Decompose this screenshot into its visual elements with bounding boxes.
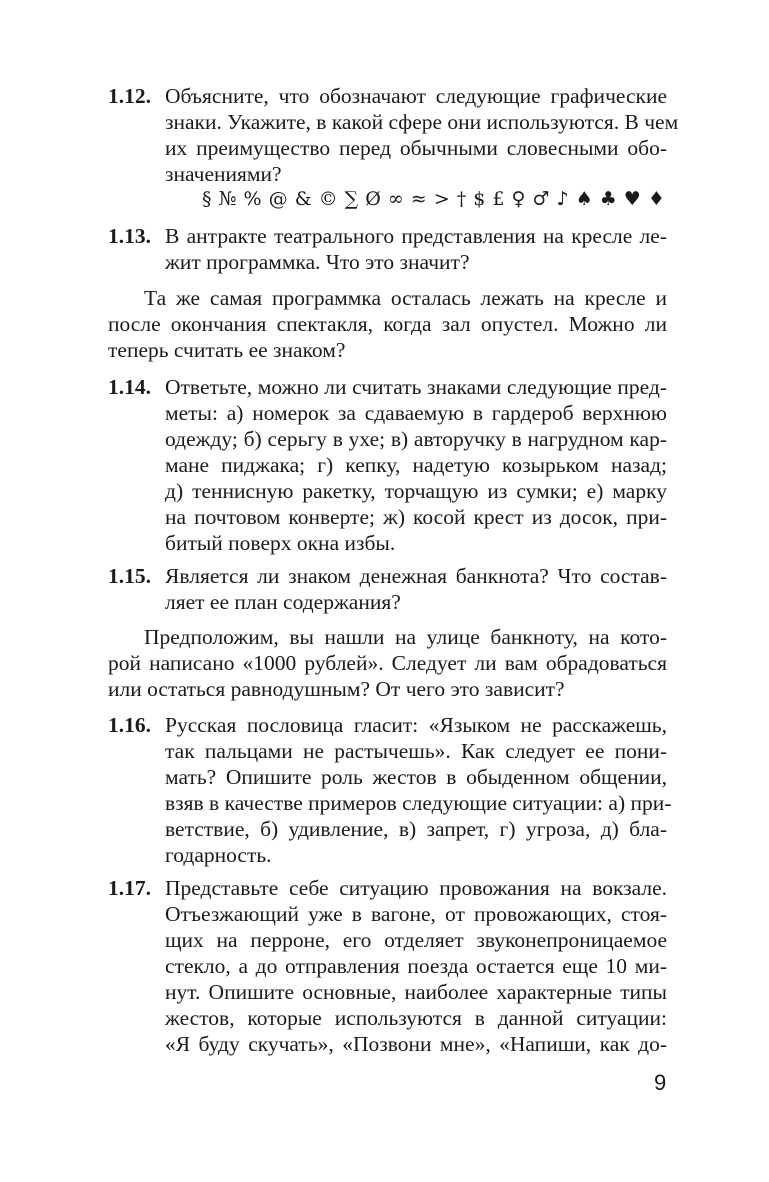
- text-line: щих на перроне, его отделяет звуконепроницаемое: [165, 928, 667, 952]
- text-line: меты: а) номерок за сдаваемую в гардероб верхнюю: [165, 401, 667, 425]
- text-line: Является ли знаком денежная банкнота? Что состав-: [165, 564, 667, 588]
- exercise-number: 1.13.: [108, 224, 151, 248]
- text-line: ветствие, б) удивление, в) запрет, г) угроза, д) бла-: [165, 817, 667, 841]
- text-line: Отъезжающий уже в вагоне, от провожающих, стоя-: [165, 902, 667, 926]
- text-line: В антракте театрального представления на кресле ле-: [165, 224, 667, 248]
- text-line: на почтовом конверте; ж) косой крест из досок, при-: [165, 505, 667, 529]
- text-line: взяв в качестве примеров следующие ситуации: а) при-: [165, 791, 672, 815]
- text-line: после окончания спектакля, когда зал опустел. Можно ли: [108, 312, 667, 336]
- exercise-number: 1.14.: [108, 375, 151, 399]
- text-line: годарность.: [165, 843, 272, 867]
- text-line: Та же самая программка осталась лежать на кресле и: [144, 286, 667, 310]
- text-line: д) теннисную ракетку, торчащую из сумки; е) марку: [165, 479, 667, 503]
- text-line: так пальцами не растычешь». Как следует ее пони-: [165, 739, 667, 763]
- exercise-number: 1.12.: [108, 84, 151, 108]
- graphic-symbols-row: § № % @ & © ∑ Ø ∞ ≈ > † $ £ ♀ ♂ ♪ ♠ ♣ ♥ ♦: [202, 188, 666, 210]
- text-line: Русская пословица гласит: «Языком не расскажешь,: [165, 713, 667, 737]
- text-line: теперь считать ее знаком?: [108, 338, 346, 362]
- page-number: 9: [654, 1070, 667, 1095]
- text-line: жит программка. Что это значит?: [165, 250, 470, 274]
- text-line: «Я буду скучать», «Позвони мне», «Напиши, как до-: [165, 1032, 667, 1056]
- text-line: или остаться равнодушным? От чего это зависит?: [108, 677, 565, 701]
- text-line: стекло, а до отправления поезда остается еще 10 ми-: [165, 954, 667, 978]
- text-line: нут. Опишите основные, наиболее характерные типы: [165, 980, 667, 1004]
- text-line: одежду; б) серьгу в ухе; в) авторучку в нагрудном кар-: [165, 427, 667, 451]
- text-line: Предположим, вы нашли на улице банкноту, на кото-: [144, 625, 667, 649]
- exercise-number: 1.15.: [108, 564, 151, 588]
- text-line: мане пиджака; г) кепку, надетую козырьком назад;: [165, 453, 667, 477]
- text-line: мать? Опишите роль жестов в обыденном общении,: [165, 765, 667, 789]
- text-line: рой написано «1000 рублей». Следует ли вам обрадоваться: [108, 651, 667, 675]
- exercise-number: 1.17.: [108, 876, 151, 900]
- text-line: Объясните, что обозначают следующие графические: [165, 84, 667, 108]
- text-line: знаки. Укажите, в какой сфере они используются. В чем: [165, 110, 679, 134]
- text-line: Ответьте, можно ли считать знаками следующие пред-: [165, 375, 667, 399]
- text-line: битый поверх окна избы.: [165, 531, 396, 555]
- text-line: жестов, которые используются в данной ситуации:: [165, 1006, 667, 1030]
- text-line: значениями?: [165, 162, 282, 186]
- text-line: их преимущество перед обычными словесными обо-: [165, 136, 667, 160]
- text-line: ляет ее план содержания?: [165, 590, 401, 614]
- exercise-number: 1.16.: [108, 713, 151, 737]
- text-line: Представьте себе ситуацию провожания на вокзале.: [165, 876, 667, 900]
